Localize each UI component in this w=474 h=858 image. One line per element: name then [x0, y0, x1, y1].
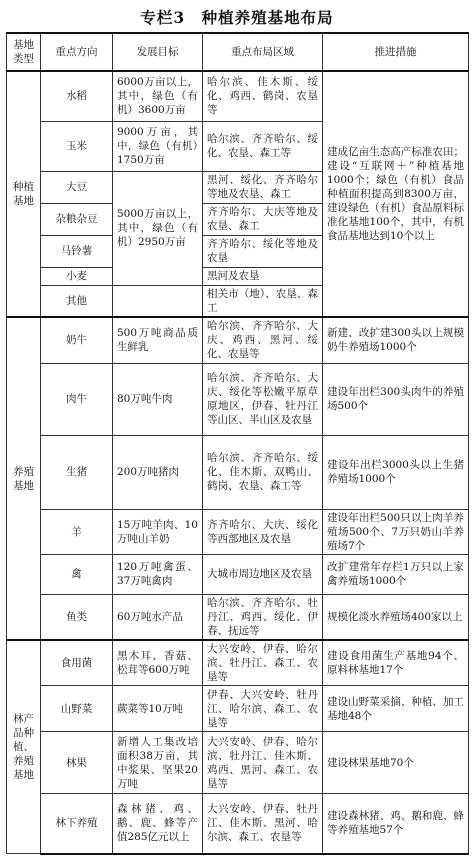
page-title: 专栏3 种植养殖基地布局 [140, 8, 334, 27]
table-header-row [7, 33, 469, 71]
area-cell: 大兴安岭、伊春、哈尔滨、牡丹江、森工、农垦等 [203, 640, 323, 686]
measure-cell: 建设森林猪、鸡、鹅和鹿、蜂等养殖基地57个 [323, 794, 469, 854]
area-cell: 相关市（地）、农垦、森工 [203, 285, 323, 317]
direction-cell: 小麦 [41, 267, 113, 285]
measure-cell: 建设年出栏3000头以上生猪养殖场1000个 [323, 435, 469, 509]
table-row [7, 640, 469, 686]
goal-cell: 120万吨禽蛋、37万吨禽肉 [113, 554, 203, 594]
goal-cell: 60万吨水产品 [113, 594, 203, 640]
table-row [7, 435, 469, 509]
goal-cell: 蕨菜等10万吨 [113, 686, 203, 732]
header-area: 重点布局区域 [203, 33, 323, 71]
goal-cell-empty [113, 285, 203, 317]
area-cell: 哈尔滨、齐齐哈尔、牡丹江、鸡西、绥化、伊春、抚远等 [203, 594, 323, 640]
area-cell: 齐齐哈尔、大庆、绥化等西部地区及农垦 [203, 509, 323, 554]
direction-cell: 肉牛 [41, 363, 113, 435]
area-cell: 哈尔滨、佳木斯、绥化、鸡西、鹤岗、农垦等 [203, 71, 323, 121]
table-row [7, 686, 469, 732]
goal-cell: 9000万亩，其中，绿色（有机）1750万亩 [113, 121, 203, 171]
header-direction: 重点方向 [41, 33, 113, 71]
direction-cell: 水稻 [41, 71, 113, 121]
table-row [7, 594, 469, 640]
direction-cell: 生猪 [41, 435, 113, 509]
table-row [7, 363, 469, 435]
direction-cell: 山野菜 [41, 686, 113, 732]
area-cell: 哈尔滨、齐齐哈尔、绥化、佳木斯、双鸭山、鹤岗、农垦、森工等 [203, 435, 323, 509]
direction-cell: 奶牛 [41, 317, 113, 363]
goal-cell: 15万吨羊肉、10万吨山羊奶 [113, 509, 203, 554]
direction-cell: 林果 [41, 732, 113, 794]
category-breeding: 养殖基地 [7, 317, 41, 640]
area-cell: 哈尔滨、齐齐哈尔、绥化、农垦、森工等 [203, 121, 323, 171]
table-row [7, 732, 469, 794]
area-cell: 黑河及农垦 [203, 267, 323, 285]
measure-cell: 建设食用菌生产基地94个、原料林基地17个 [323, 640, 469, 686]
area-cell: 黑河、绥化、齐齐哈尔等地及农垦、森工 [203, 171, 323, 203]
goal-cell-shared: 5000万亩以上，其中，绿色（有机）2950万亩 [113, 171, 203, 285]
direction-cell: 玉米 [41, 121, 113, 171]
direction-cell: 鱼类 [41, 594, 113, 640]
direction-cell: 羊 [41, 509, 113, 554]
goal-cell: 黑木耳、香菇、松茸等600万吨 [113, 640, 203, 686]
area-cell: 大兴安岭、伊春、牡丹江、佳木斯、黑河、哈尔滨、森工、农垦等 [203, 794, 323, 854]
direction-cell: 食用菌 [41, 640, 113, 686]
table-row [7, 794, 469, 854]
area-cell: 齐齐哈尔、大庆等地及农垦、森工 [203, 203, 323, 235]
direction-cell: 其他 [41, 285, 113, 317]
direction-cell: 大豆 [41, 171, 113, 203]
area-cell: 哈尔滨、齐齐哈尔、大庆、绥化等松嫩平原草原地区，伊春、牡丹江等山区、半山区及农垦 [203, 363, 323, 435]
measure-cell: 改扩建常年存栏1万只以上家禽养殖场1000个 [323, 554, 469, 594]
category-planting: 种植基地 [7, 71, 41, 317]
measure-planting: 建成亿亩生态高产标准农田；建设“互联网＋”种植基地1000个；绿色（有机）食品种植面积提高到8300万亩，建设绿色（有机）食品原料标准化基地100个，其中，有机食品基地达到10个以上 [323, 71, 469, 317]
goal-cell: 6000万亩以上，其中，绿色（有机）3600万亩 [113, 71, 203, 121]
goal-cell: 500万吨商品质生鲜乳 [113, 317, 203, 363]
direction-cell: 禽 [41, 554, 113, 594]
area-cell: 大城市周边地区及农垦 [203, 554, 323, 594]
header-base-type: 基地类型 [7, 33, 41, 71]
direction-cell: 马铃薯 [41, 235, 113, 267]
table-row [7, 317, 469, 363]
goal-cell: 森林猪、鸡、鹅、鹿、蜂等产值285亿元以上 [113, 794, 203, 854]
area-cell: 伊春、大兴安岭、牡丹江、哈尔滨、森工、农垦等 [203, 686, 323, 732]
goal-cell: 200万吨猪肉 [113, 435, 203, 509]
measure-cell: 建设林果基地70个 [323, 732, 469, 794]
measure-cell: 建设年出栏500只以上肉羊养殖场500个、7万只奶山羊养殖场7个 [323, 509, 469, 554]
base-layout-table [6, 32, 469, 855]
area-cell: 哈尔滨、齐齐哈尔、大庆、鸡西、黑河、绥化、农垦等 [203, 317, 323, 363]
area-cell: 齐齐哈尔、绥化等地及农垦 [203, 235, 323, 267]
measure-cell: 建设年出栏300头肉牛的养殖场500个 [323, 363, 469, 435]
header-goal: 发展目标 [113, 33, 203, 71]
category-forest: 林产品种植、养殖基地 [7, 640, 41, 854]
direction-cell: 杂粮杂豆 [41, 203, 113, 235]
goal-cell: 80万吨牛肉 [113, 363, 203, 435]
table-row [7, 554, 469, 594]
goal-cell: 新增人工集改培面积38万亩，其中浆果、坚果20万吨 [113, 732, 203, 794]
direction-cell: 林下养殖 [41, 794, 113, 854]
measure-cell: 建设山野菜采摘、种植、加工基地48个 [323, 686, 469, 732]
measure-cell: 规模化淡水养殖场400家以上 [323, 594, 469, 640]
header-measure: 推进措施 [323, 33, 469, 71]
measure-cell: 新建、改扩建300头以上规模奶牛养殖场1000个 [323, 317, 469, 363]
table-row [7, 71, 469, 121]
area-cell: 大兴安岭、伊春、哈尔滨、牡丹江、佳木斯、鸡西、黑河、森工、农垦等 [203, 732, 323, 794]
table-row [7, 509, 469, 554]
